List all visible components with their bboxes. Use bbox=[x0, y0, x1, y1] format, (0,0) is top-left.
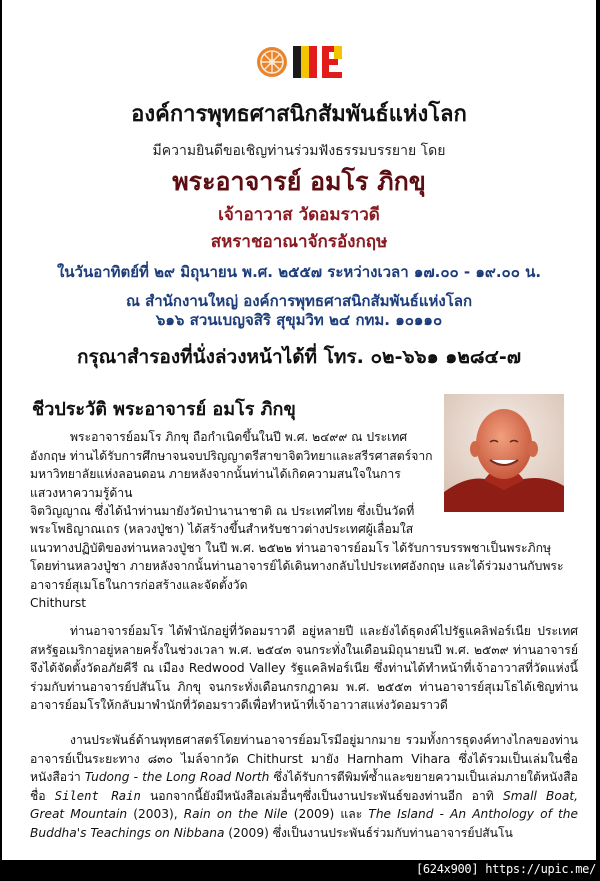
poster-page bbox=[2, 0, 596, 860]
image-host-watermark: [624x900] https://upic.me/ bbox=[415, 862, 596, 876]
speaker-photo bbox=[444, 394, 564, 512]
org-title: องค์การพุทธศาสนิกสัมพันธ์แห่งโลก bbox=[131, 102, 467, 127]
book-title: Rain on the Nile bbox=[183, 807, 288, 821]
invite-line: มีความยินดีขอเชิญท่านร่วมฟังธรรมบรรยาย โดย bbox=[152, 143, 446, 159]
text-run: ซึ่งได้รับการตีพิมพ์ซ้ำและขยายความเป็นเล่มภายใต้หนังสือชื่อ bbox=[30, 770, 578, 803]
bio-heading: ชีวประวัติ พระอาจารย์ อมโร ภิกขุ bbox=[32, 399, 296, 420]
text-run: (2009) และ bbox=[287, 807, 369, 821]
bio-paragraph-2 bbox=[30, 622, 578, 715]
bio-paragraph-1-continued bbox=[30, 520, 580, 613]
speaker-name: พระอาจารย์ อมโร ภิกขุ bbox=[172, 167, 426, 196]
speaker-role: เจ้าอาวาส วัดอมราวดี bbox=[218, 205, 380, 225]
venue-line-2: ๖๑๖ สวนเบญจสิริ สุขุมวิท ๒๔ กทม. ๑๐๑๑๐ bbox=[155, 311, 443, 329]
bio-p1-line: พระอาจารย์อมโร ภิกขุ ถือกำเนิดขึ้นในปี พ.ศ. ๒๔๙๙ ณ ประเทศ bbox=[70, 430, 408, 444]
text-run: (2003), bbox=[127, 807, 184, 821]
book-title: Small Boat, Great Mountain bbox=[30, 788, 578, 821]
bio-p2-text: ท่านอาจารย์อมโร ได้พำนักอยู่ที่วัดอมราวดี อยู่หลายปี และยังได้ธุดงค์ไปรัฐแคลิฟอร์เนีย ประเทศสหรัฐอเมริกาอยู่หลายครั้งในช่วงเวลา พ.ศ. ๒๕๔๓ จนกระทั่งในเดือนมิถุนายนปี พ.ศ. ๒๕๓๙ ท่านอาจารย์จึงได้จัดตั้งวัดอภัยคีรี ณ เมือง Redwood Valley รัฐแคลิฟอร์เนีย ซึ่งท่านได้ทำหน้าที่เจ้าอาวาสที่วัดแห่งนี้ร่วมกับท่านอาจารย์ปสันโน ภิกขุ จนกระทั่งเดือนกรกฎาคม พ.ศ. ๒๕๕๓ ท่านอาจารย์สุเมโธได้เชิญท่านอาจารย์อมโรให้กลับมาพำนักที่วัดอมราวดีเพื่อทำหน้าที่เจ้าอาวาสแห่งวัดอมราวดี bbox=[30, 624, 578, 712]
text-run: นอกจากนี้ยังมีหนังสือเล่มอื่นๆซึ่งเป็นงานประพันธ์ของท่านอีก อาทิ bbox=[140, 788, 504, 803]
book-title: Silent Rain bbox=[54, 788, 141, 803]
venue-line-1: ณ สำนักงานใหญ่ องค์การพุทธศาสนิกสัมพันธ์แห่งโลก bbox=[125, 292, 473, 310]
bio-p1b-line: โดยท่านหลวงปู่ชา ภายหลังจากนั้นท่านอาจารย์ได้เดินทางกลับไปประเทศอังกฤษ และได้ร่วมงานกับพระ bbox=[30, 559, 564, 573]
bio-p1b-line: Chithurst bbox=[30, 596, 86, 610]
buddhist-flag-icon bbox=[293, 46, 317, 78]
rsvp-phone: กรุณาสำรองที่นั่งล่วงหน้าได้ที่ โทร. ๐๒-๖๖๑ ๑๒๘๔-๗ bbox=[76, 346, 522, 368]
speaker-country: สหราชอาณาจักรอังกฤษ bbox=[210, 232, 388, 252]
text-run: (2009) ซึ่งเป็นงานประพันธ์ร่วมกับท่านอาจารย์ปสันโน bbox=[224, 825, 513, 840]
logo bbox=[256, 44, 342, 80]
bio-p1b-line: อาจารย์สุเมโธในการก่อสร้างและจัดตั้งวัด bbox=[30, 577, 248, 592]
bio-p1-line: อังกฤษ ท่านได้รับการศึกษาจนจบปริญญาตรีสาขาจิตวิทยาและสรีรศาสตร์จาก bbox=[30, 448, 433, 463]
bio-p1-line: มหาวิทยาลัยแห่งลอนดอน ภายหลังจากนั้นท่านได้เกิดความสนใจในการ bbox=[30, 467, 401, 481]
dharma-wheel-icon bbox=[256, 46, 288, 78]
bio-p1-line: แสวงหาความรู้ด้าน bbox=[30, 485, 133, 500]
text-run: งานประพันธ์ด้านพุทธศาสตร์โดยท่านอาจารย์อมโรมีอยู่มากมาย รวมทั้งการธุดงค์ทางไกลของท่านอาจารย์เป็นระยะทาง ๘๓๐ ไมล์จากวัด Chithurst มายัง Harnham Vihara ซึ่งได้รวมเป็นเล่มในชื่อหนังสือว่า bbox=[30, 733, 578, 784]
monk-portrait-image bbox=[444, 394, 564, 512]
bio-paragraph-1 bbox=[30, 428, 442, 521]
bio-p3-text bbox=[30, 731, 578, 842]
bio-p1-line: จิตวิญญาณ ซึ่งได้นำท่านมายังวัดป่านานาชาติ ณ ประเทศไทย ซึ่งเป็นวัดที่ bbox=[30, 504, 415, 518]
book-title: Tudong - the Long Road North bbox=[84, 770, 270, 784]
event-date-time: ในวันอาทิตย์ที่ ๒๙ มิถุนายน พ.ศ. ๒๕๕๗ ระหว่างเวลา ๑๗.๐๐ - ๑๙.๐๐ น. bbox=[56, 263, 542, 281]
book-title: The Island - An Anthology of the Buddha's Teachings on Nibbana bbox=[30, 807, 578, 840]
bio-p1b-line: พระโพธิญาณเถร (หลวงปู่ชา) ได้สร้างขึ้นสำหรับชาวต่างประเทศผู้เลื่อมใส bbox=[30, 522, 414, 536]
bio-paragraph-3 bbox=[30, 731, 578, 842]
bio-p1b-line: แนวทางปฏิบัติของท่านหลวงปู่ชา ในปี พ.ศ. ๒๕๒๒ ท่านอาจารย์อมโร ได้รับการบรรพชาเป็นพระภิกษุ bbox=[30, 540, 551, 555]
e-letter-icon bbox=[322, 46, 342, 78]
